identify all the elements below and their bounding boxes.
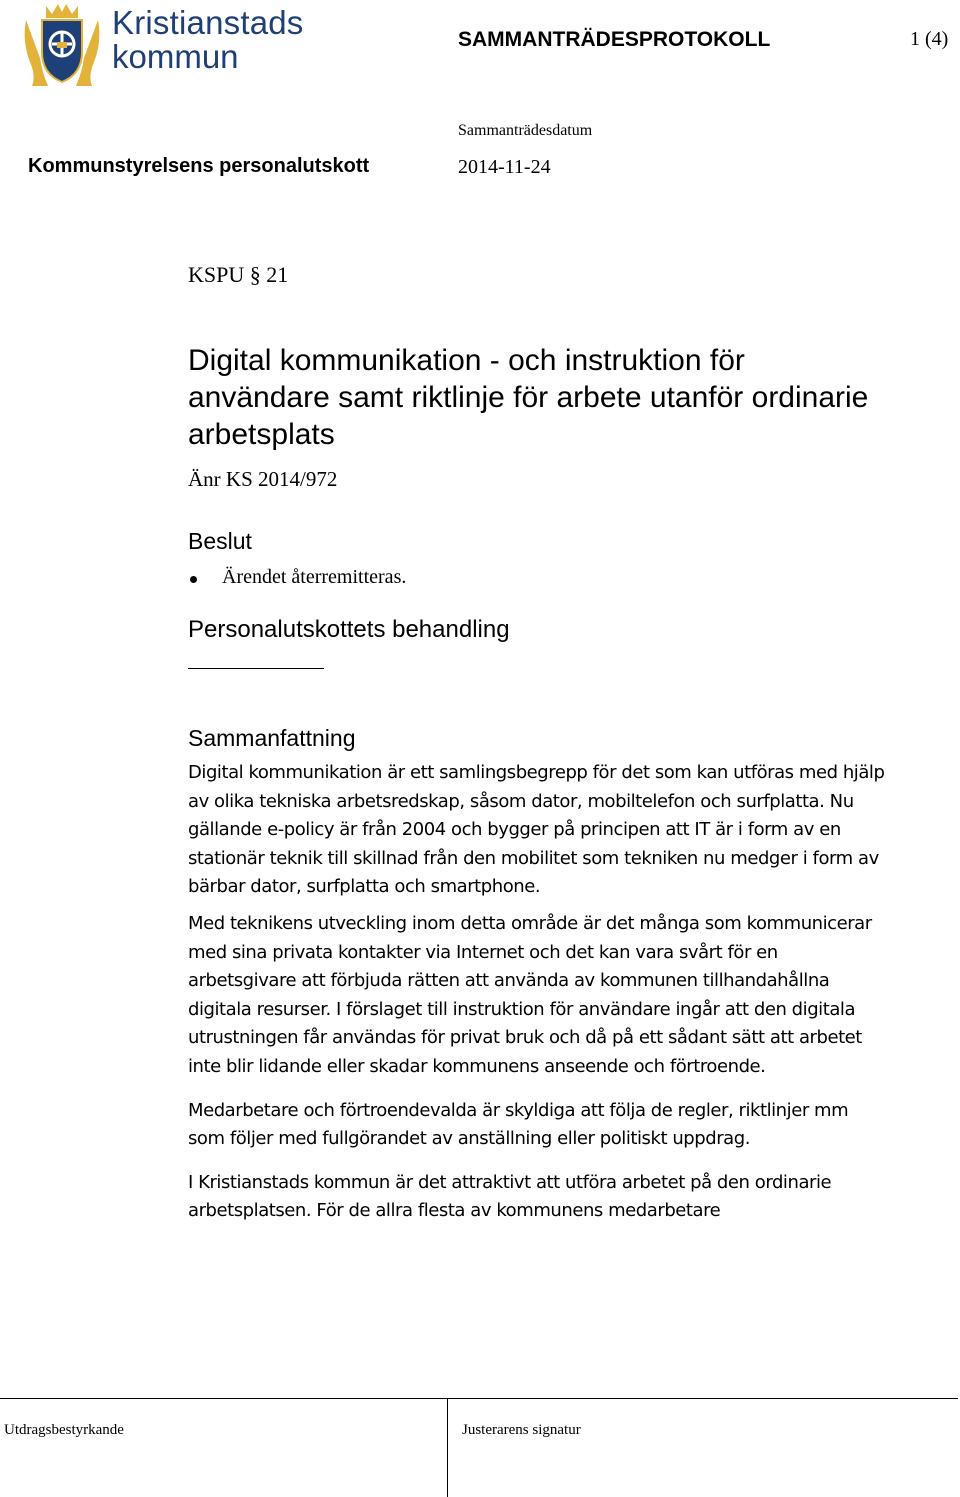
section-number: KSPU § 21 (188, 262, 289, 287)
committee-name: Kommunstyrelsens personalutskott (28, 155, 370, 177)
decision-heading: Beslut (188, 528, 252, 554)
main-content (188, 262, 888, 1226)
footer-signature-label: Justerarens signatur (462, 1422, 581, 1438)
coat-of-arms-logo (22, 2, 102, 88)
logo-wordmark (112, 6, 304, 74)
page-title: Digital kommunikation - och instruktion för användare samt riktlinje för arbete utanför ordinarie arbetsplats (188, 344, 869, 451)
summary-paragraph: Medarbetare och förtroendevalda är skyldiga att följa de regler, riktlinjer mm som följer med fullgörandet av anställning eller politiskt uppdrag. (188, 1099, 849, 1150)
footer-divider-line (0, 1398, 958, 1399)
case-number: Änr KS 2014/972 (188, 467, 338, 491)
signature-rule (188, 668, 324, 669)
decision-item (188, 566, 888, 594)
logo-wordmark-line1: Kristianstads (112, 4, 304, 41)
bullet-icon (190, 576, 197, 583)
handling-heading: Personalutskottets behandling (188, 616, 510, 643)
page-number: 1 (4) (910, 28, 949, 50)
summary-paragraph: I Kristianstads kommun är det attraktivt att utföra arbetet på den ordinarie arbetsplatsen. För de allra flesta av kommunens medarbetare (188, 1171, 832, 1222)
footer-certification-label: Utdragsbestyrkande (4, 1422, 124, 1438)
footer-column-divider (447, 1398, 448, 1497)
meeting-date-label: Sammanträdesdatum (458, 122, 593, 139)
summary-paragraph: Med teknikens utveckling inom detta område är det många som kommunicerar med sina privata kontakter via Internet och det kan vara svårt för en arbetsgivare att förbjuda rätten att använda av kommunen tillhandahållna digitala resurser. I förslaget till instruktion för användare ingår att den digitala utrustningen får användas för privat bruk och då på ett sådant sätt att arbetet inte blir lidande eller skadar kommunens anseende och förtroende. (188, 912, 872, 1077)
meeting-date: 2014-11-24 (458, 156, 551, 178)
document-type: SAMMANTRÄDESPROTOKOLL (458, 28, 771, 51)
decision-item-text: Ärendet återremitteras. (222, 566, 407, 588)
logo-wordmark-line2: kommun (112, 38, 239, 75)
summary-heading: Sammanfattning (188, 725, 356, 751)
summary-paragraph: Digital kommunikation är ett samlingsbegrepp för det som kan utföras med hjälp av olika tekniska arbetsredskap, såsom dator, mobiltelefon och surfplatta. Nu gällande e-policy är från 2004 och bygger på principen att IT är i form av en stationär teknik till skillnad från den mobilitet som tekniken nu medger i form av bärbar dator, surfplatta och smartphone. (188, 762, 885, 898)
